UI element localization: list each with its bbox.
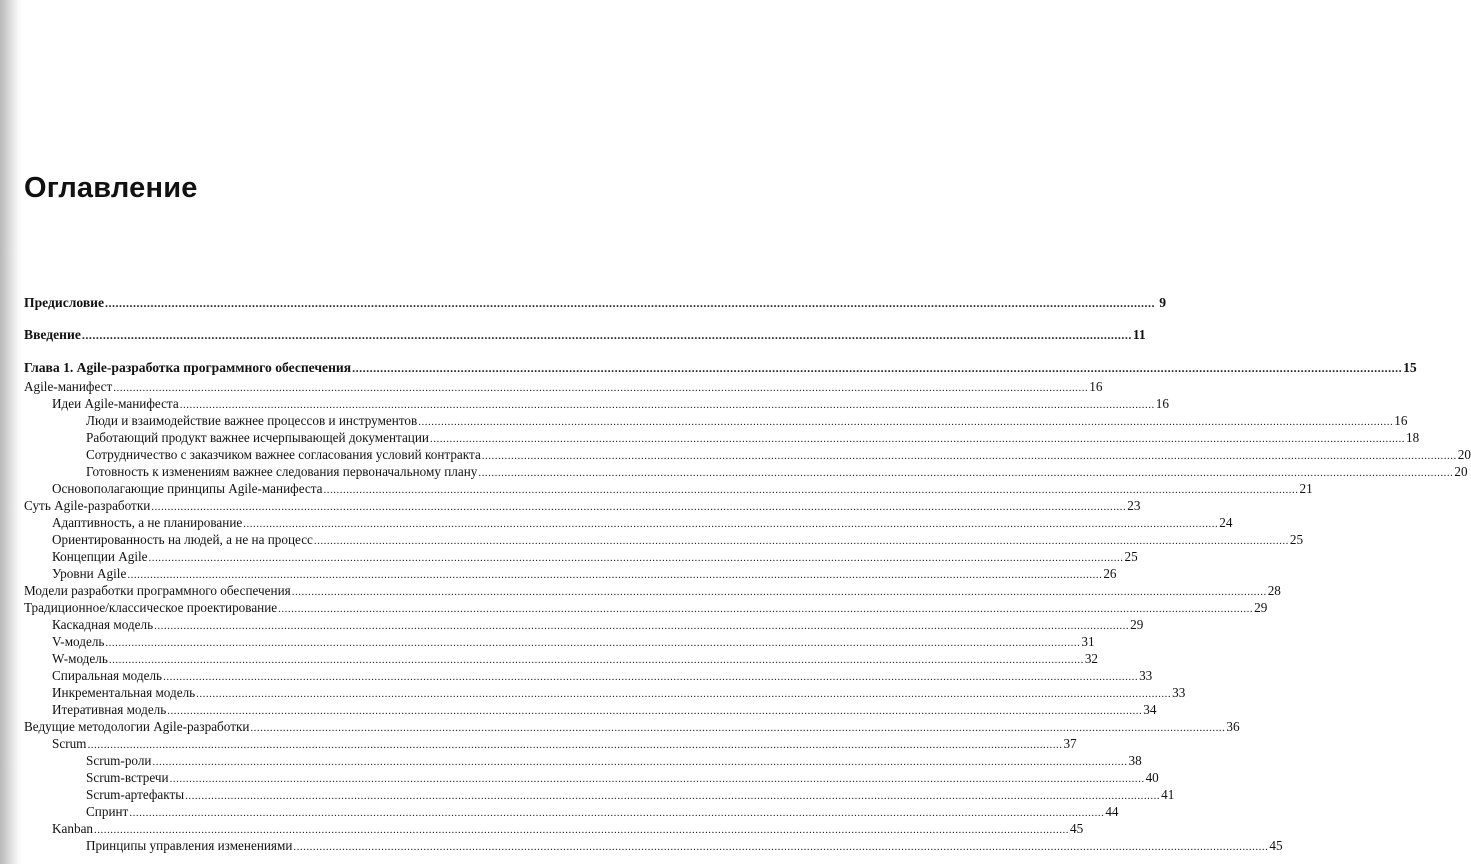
toc-leader-dots: ............................................................................................................................................................................................................................................................................................................ — [167, 705, 1143, 717]
toc-entry-page: 15 — [1403, 360, 1417, 375]
toc-entry-title: W-модель — [52, 651, 108, 666]
toc-leader-dots: ............................................................................................................................................................................................................................................................................................................ — [154, 620, 1130, 632]
toc-entry-page: 33 — [1139, 668, 1153, 683]
toc-leader-dots: ............................................................................................................................................................................................................................................................................................................ — [429, 433, 1405, 445]
toc-entry[interactable] — [52, 548, 1138, 565]
toc-entry-page: 24 — [1219, 515, 1233, 530]
toc-entry-page: 28 — [1267, 583, 1281, 598]
toc-leader-dots: ............................................................................................................................................................................................................................................................................................................ — [151, 501, 1127, 513]
toc-entry-page: 32 — [1084, 651, 1099, 666]
toc-entry-title: Каскадная модель — [52, 617, 154, 632]
toc-entry-page: 16 — [1155, 396, 1169, 411]
toc-leader-dots: ............................................................................................................................................................................................................................................................................................................ — [278, 603, 1254, 615]
toc-leader-dots: ............................................................................................................................................................................................................................................................................................................ — [243, 518, 1219, 530]
toc-leader-dots: ............................................................................................................................................................................................................................................................................................................ — [169, 773, 1145, 785]
toc-entry-page: 44 — [1105, 804, 1119, 819]
toc-entry[interactable] — [86, 429, 1420, 446]
toc-entry-title: Принципы управления изменениями — [86, 838, 293, 853]
toc-entry-page: 45 — [1269, 838, 1283, 853]
toc-entry-title: Уровни Agile — [52, 566, 127, 581]
toc-leader-dots: ............................................................................................................................................................................................................................................................................................................ — [196, 688, 1172, 700]
toc-entry[interactable] — [52, 667, 1153, 684]
toc-entry-title: Концепции Agile — [52, 549, 148, 564]
toc-leader-dots: ............................................................................................................................................................................................................................................................................................................ — [293, 841, 1269, 853]
toc-entry-title: Адаптивность, а не планирование — [52, 515, 243, 530]
toc-leader-dots: ............................................................................................................................................................................................................................................................................................................ — [127, 569, 1103, 581]
toc-entry[interactable] — [52, 616, 1144, 633]
toc-entry-page: 18 — [1405, 430, 1420, 445]
toc-entry-page: 45 — [1070, 821, 1084, 836]
toc-entry[interactable] — [52, 395, 1169, 412]
toc-entry-page: 34 — [1143, 702, 1157, 717]
toc-entry[interactable] — [52, 735, 1077, 752]
toc-leader-dots: ............................................................................................................................................................................................................................................................................................................ — [313, 535, 1289, 547]
toc-entry-page: 37 — [1063, 736, 1077, 751]
toc-entry[interactable] — [24, 497, 1141, 514]
toc-entry-title: Предисловие — [24, 295, 105, 310]
toc-entry-title: Идеи Agile-манифеста — [52, 396, 179, 411]
toc-entry-page: 16 — [1089, 379, 1103, 394]
toc-entry[interactable] — [86, 752, 1142, 769]
toc-entry[interactable] — [24, 599, 1268, 616]
toc-leader-dots: ............................................................................................................................................................................................................................................................................................................ — [148, 552, 1124, 564]
toc-leader-dots: ............................................................................................................................................................................................................................................................................................................ — [185, 790, 1161, 802]
toc-leader-dots: ............................................................................................................................................................................................................................................................................................................ — [81, 328, 1132, 342]
toc-entry[interactable] — [52, 531, 1304, 548]
toc-entry-page: 38 — [1128, 753, 1142, 768]
toc-entry-page: 41 — [1161, 787, 1175, 802]
toc-leader-dots: ............................................................................................................................................................................................................................................................................................................ — [113, 382, 1089, 394]
toc-entry-page: 9 — [1159, 295, 1167, 310]
toc-entry[interactable] — [86, 837, 1283, 854]
toc-entry-page: 31 — [1081, 634, 1095, 649]
toc-entry-title: Модели разработки программного обеспечения — [24, 583, 291, 598]
toc-leader-dots: ............................................................................................................................................................................................................................................................................................................ — [129, 807, 1105, 819]
toc-leader-dots: ............................................................................................................................................................................................................................................................................................................ — [352, 361, 1403, 375]
page-title: Оглавление — [24, 172, 198, 204]
toc-entry-page: 25 — [1289, 532, 1304, 547]
toc-entry-title: Сотрудничество с заказчиком важнее согласования условий контракта — [86, 447, 481, 462]
toc-entry-title: Основополагающие принципы Agile-манифеста — [52, 481, 323, 496]
toc-entry-title: Спринт — [86, 804, 129, 819]
toc-entry-title: Суть Agile-разработки — [24, 498, 151, 513]
toc-leader-dots: ............................................................................................................................................................................................................................................................................................................ — [179, 399, 1155, 411]
toc-entry[interactable] — [52, 701, 1157, 718]
toc-entry-title: Kanban — [52, 821, 94, 836]
toc-entry-title: Инкрементальная модель — [52, 685, 196, 700]
toc-entry-title: Scrum-роли — [86, 753, 152, 768]
toc-leader-dots: ............................................................................................................................................................................................................................................................................................................ — [481, 450, 1457, 462]
toc-entry-page: 40 — [1145, 770, 1159, 785]
toc-entry[interactable] — [24, 718, 1240, 735]
toc-entry-title: Итеративная модель — [52, 702, 167, 717]
toc-leader-dots: ............................................................................................................................................................................................................................................................................................................ — [152, 756, 1128, 768]
toc-entry-title: Ориентированность на людей, а не на процесс — [52, 532, 313, 547]
toc-leader-dots: ............................................................................................................................................................................................................................................................................................................ — [250, 722, 1226, 734]
toc-entry-page: 25 — [1124, 549, 1138, 564]
toc-entry-title: Люди и взаимодействие важнее процессов и инструментов — [86, 413, 418, 428]
toc-entry-page: 16 — [1394, 413, 1408, 428]
toc-leader-dots: ............................................................................................................................................................................................................................................................................................................ — [291, 586, 1267, 598]
toc-entry-page: 29 — [1254, 600, 1268, 615]
toc-entry-page: 29 — [1130, 617, 1144, 632]
toc-entry[interactable] — [52, 650, 1099, 667]
toc-entry[interactable] — [86, 786, 1175, 803]
toc-entry-page: 23 — [1127, 498, 1141, 513]
toc-entry-title: Scrum-встречи — [86, 770, 169, 785]
toc-entry[interactable] — [52, 820, 1084, 837]
toc-entry-page: 26 — [1103, 566, 1117, 581]
toc-entry[interactable] — [52, 684, 1186, 701]
toc-entry-title: Agile-манифест — [24, 379, 113, 394]
toc-entry-title: Спиральная модель — [52, 668, 163, 683]
toc-entry[interactable] — [52, 565, 1117, 582]
toc-entry[interactable] — [86, 446, 1471, 463]
toc-leader-dots: ............................................................................................................................................................................................................................................................................................................ — [478, 467, 1454, 479]
toc-entry[interactable] — [24, 359, 1417, 376]
toc-leader-dots: ............................................................................................................................................................................................................................................................................................................ — [108, 654, 1084, 666]
toc-entry-title: Традиционное/классическое проектирование — [24, 600, 278, 615]
toc-entry[interactable] — [24, 378, 1103, 395]
toc-entry[interactable] — [86, 463, 1468, 480]
toc-entry[interactable] — [24, 326, 1146, 343]
toc-leader-dots: ............................................................................................................................................................................................................................................................................................................ — [94, 824, 1070, 836]
toc-leader-dots: ............................................................................................................................................................................................................................................................................................................ — [163, 671, 1139, 683]
toc-entry-page: 20 — [1457, 447, 1471, 462]
toc-entry-title: Готовность к изменениям важнее следования первоначальному плану — [86, 464, 478, 479]
toc-entry[interactable] — [24, 582, 1281, 599]
toc-leader-dots: ............................................................................................................................................................................................................................................................................................................ — [418, 416, 1394, 428]
toc-entry-page: 36 — [1226, 719, 1240, 734]
toc-entry-page: 20 — [1454, 464, 1468, 479]
toc-leader-dots: ............................................................................................................................................................................................................................................................................................................ — [105, 637, 1081, 649]
toc-entry-title: Введение — [24, 327, 81, 342]
toc-leader-dots: ............................................................................................................................................................................................................................................................................................................ — [105, 296, 1156, 310]
toc-entry-page: 21 — [1299, 481, 1313, 496]
toc-entry-title: Ведущие методологии Agile-разработки — [24, 719, 250, 734]
toc-entry-title: Scrum-артефакты — [86, 787, 185, 802]
toc-entry[interactable] — [52, 480, 1313, 497]
toc-entry-page: 11 — [1132, 327, 1146, 342]
toc-leader-dots: ............................................................................................................................................................................................................................................................................................................ — [323, 484, 1299, 496]
toc-entry[interactable] — [86, 412, 1408, 429]
toc-entry[interactable] — [86, 803, 1119, 820]
toc-entry[interactable] — [24, 294, 1167, 311]
toc-leader-dots: ............................................................................................................................................................................................................................................................................................................ — [87, 739, 1063, 751]
toc-entry[interactable] — [86, 769, 1159, 786]
toc-entry-title: V-модель — [52, 634, 105, 649]
toc-entry-title: Работающий продукт важнее исчерпывающей документации — [86, 430, 429, 445]
toc-entry-page: 33 — [1172, 685, 1186, 700]
toc-entry-title: Scrum — [52, 736, 87, 751]
toc-entry[interactable] — [52, 514, 1233, 531]
toc-entry[interactable] — [52, 633, 1095, 650]
toc-entry-title: Глава 1. Agile-разработка программного обеспечения — [24, 360, 352, 375]
